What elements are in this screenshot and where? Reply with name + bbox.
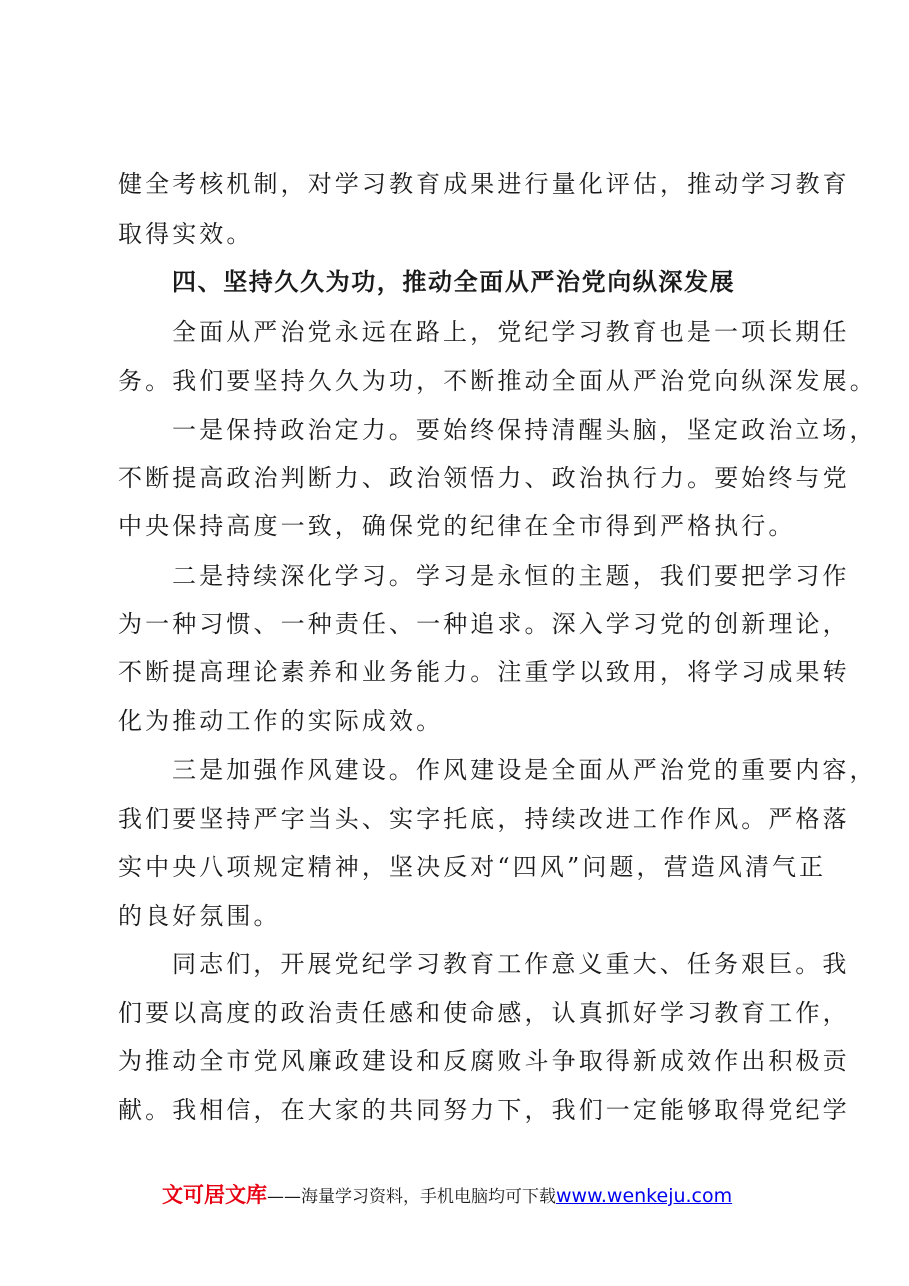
body-line-17: 同志们，开展党纪学习教育工作意义重大、任务艰巨。我 [172,950,850,978]
footer-banner [162,1182,732,1210]
body-line-14: 我们要坚持严字当头、实字托底，持续改进工作作风。严格落 [118,805,850,833]
footer-brand: 文可居文库 [162,1183,267,1207]
body-line-16: 的良好氛围。 [118,902,281,930]
body-line-19: 为推动全市党风廉政建设和反腐败斗争取得新成效作出积极贡 [118,1047,850,1075]
footer-dash: —— [267,1187,301,1207]
section-heading: 四、坚持久久为功，推动全面从严治党向纵深发展 [172,268,736,296]
footer-description: 海量学习资料，手机电脑均可下载 [301,1187,556,1207]
body-line-18: 们要以高度的政治责任感和使命感，认真抓好学习教育工作， [118,999,850,1027]
body-line-7: 不断提高政治判断力、政治领悟力、政治执行力。要始终与党 [118,464,850,492]
body-line-6: 一是保持政治定力。要始终保持清醒头脑，坚定政治立场， [172,416,877,444]
body-line-15: 实中央八项规定精神，坚决反对“四风”问题，营造风清气正 [118,853,827,881]
body-line-13: 三是加强作风建设。作风建设是全面从严治党的重要内容， [172,756,877,784]
body-line-2: 取得实效。 [118,220,254,248]
footer-url-link[interactable]: www.wenkeju.com [556,1185,733,1207]
body-line-4: 全面从严治党永远在路上，党纪学习教育也是一项长期任 [172,318,850,346]
body-line-8: 中央保持高度一致，确保党的纪律在全市得到严格执行。 [118,512,796,540]
body-line-11: 不断提高理论素养和业务能力。注重学以致用，将学习成果转 [118,658,850,686]
body-line-12: 化为推动工作的实际成效。 [118,707,444,735]
body-line-1: 健全考核机制，对学习教育成果进行量化评估，推动学习教育 [118,170,850,198]
body-line-10: 为一种习惯、一种责任、一种追求。深入学习党的创新理论， [118,610,850,638]
body-line-9: 二是持续深化学习。学习是永恒的主题，我们要把学习作 [172,562,850,590]
body-line-5: 务。我们要坚持久久为功，不断推动全面从严治党向纵深发展。 [118,367,877,395]
body-line-20: 献。我相信，在大家的共同努力下，我们一定能够取得党纪学 [118,1096,850,1124]
